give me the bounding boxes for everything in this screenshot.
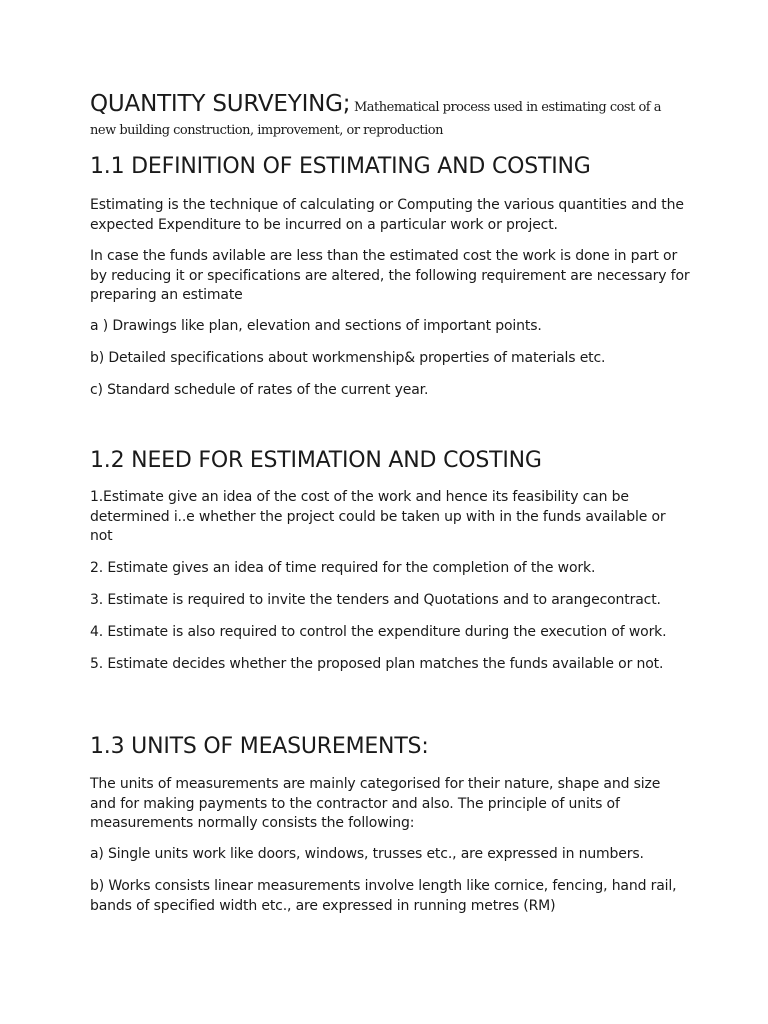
list-item: b) Detailed specifications about workmenship& properties of materials etc. xyxy=(90,350,606,366)
title-subtitle-line2: new building construction, improvement, or reproduction xyxy=(90,123,443,138)
list-item: a) Single units work like doors, windows, trusses etc., are expressed in numbers. xyxy=(90,846,644,862)
list-item: 1.Estimate give an idea of the cost of the work and hence its feasibility can be determined i..e whether the project could be taken up with in the funds available or not xyxy=(90,489,666,544)
list-item: 2. Estimate gives an idea of time required for the completion of the work. xyxy=(90,560,596,576)
title-main: QUANTITY SURVEYING; xyxy=(90,91,351,117)
section-heading-1-2: 1.2 NEED FOR ESTIMATION AND COSTING xyxy=(90,448,542,473)
paragraph: In case the funds avilable are less than the estimated cost the work is done in part or by reducing it or specifications are altered, the following requirement are necessary for preparing an estimate xyxy=(90,248,690,303)
section-heading-1-3: 1.3 UNITS OF MEASUREMENTS: xyxy=(90,734,429,759)
paragraph: The units of measurements are mainly categorised for their nature, shape and size and for making payments to the contractor and also. The principle of units of measurements normally consists the following: xyxy=(90,776,661,831)
list-item: c) Standard schedule of rates of the current year. xyxy=(90,382,429,398)
list-item: 3. Estimate is required to invite the tenders and Quotations and to arangecontract. xyxy=(90,592,661,608)
list-item: 4. Estimate is also required to control the expenditure during the execution of work. xyxy=(90,624,667,640)
list-item: a ) Drawings like plan, elevation and sections of important points. xyxy=(90,318,542,334)
list-item: b) Works consists linear measurements involve length like cornice, fencing, hand rail, bands of specified width etc., are expressed in running metres (RM) xyxy=(90,878,677,914)
section-heading-1-1: 1.1 DEFINITION OF ESTIMATING AND COSTING xyxy=(90,154,591,179)
list-item: 5. Estimate decides whether the proposed plan matches the funds available or not. xyxy=(90,656,664,672)
document-title xyxy=(90,93,690,116)
paragraph: Estimating is the technique of calculating or Computing the various quantities and the expected Expenditure to be incurred on a particular work or project. xyxy=(90,197,684,233)
title-subtitle-line1: Mathematical process used in estimating cost of a xyxy=(350,100,661,115)
